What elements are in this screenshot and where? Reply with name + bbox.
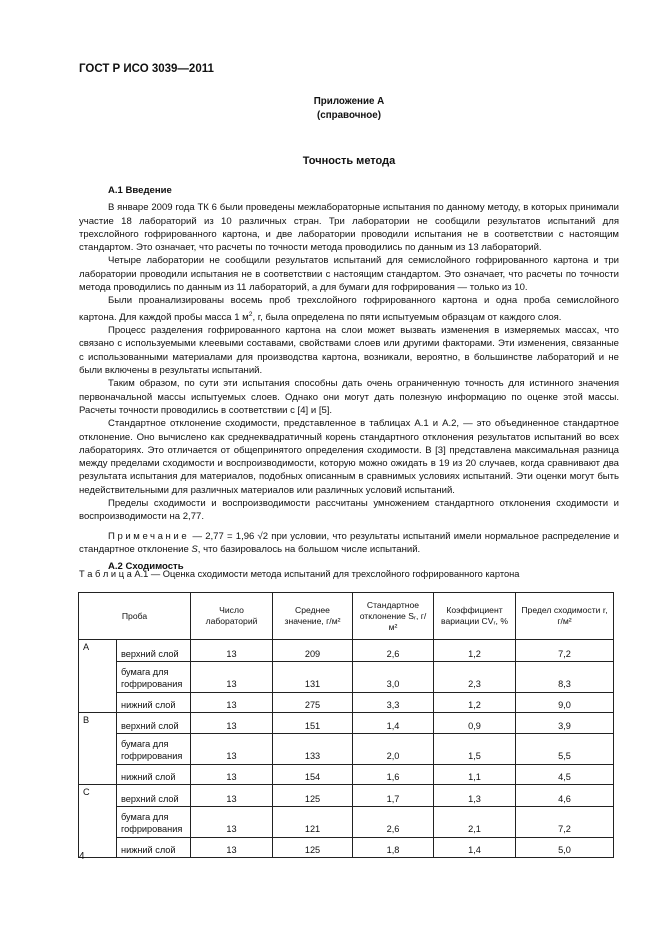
note-label: Примечание (108, 530, 190, 542)
layer-cell: верхний слой (117, 785, 191, 807)
layer-cell: бумага для гофрирования (117, 661, 191, 692)
sd-cell: 2,6 (353, 640, 434, 662)
cv-cell: 1,5 (434, 734, 516, 765)
paragraph: Таким образом, по сути эти испытания способны дать очень ограниченную точность для истинного значения первоначальной массы испытуемых слоев. Однако они могут дать полезную информацию по оценке этой массы. Расчеты точности проводились в соответствии с [4] и [5]. (79, 378, 619, 416)
cv-cell: 2,1 (434, 806, 516, 837)
labs-cell: 13 (191, 765, 273, 785)
paragraph: В январе 2009 года ТК 6 были проведены межлабораторные испытания по данному методу, в которых принимали участие 18 лабораторий из 10 различных стран. Три лаборатории не сообщили результатов испытаний для трехслойного гофрированного картона, и две лаборатории проводили испытания не в соответствии с настоящим стандартом. Это означает, что расчеты по точности метода проводились по данным из 13 лабораторий. (79, 202, 619, 254)
page-number: 4 (79, 851, 85, 862)
column-header: Среднее значение, г/м² (273, 593, 353, 640)
mean-cell: 151 (273, 712, 353, 734)
r-cell: 5,5 (516, 734, 614, 765)
page-title: Точность метода (302, 155, 396, 167)
text: при условии, что результаты испытаний имели нормальное распределение и стандартное отклонение (79, 530, 619, 555)
body-text (79, 184, 619, 573)
r-cell: 7,2 (516, 640, 614, 662)
r-cell: 4,5 (516, 765, 614, 785)
appendix-type: (справочное) (317, 110, 381, 121)
mean-cell: 275 (273, 692, 353, 712)
mean-cell: 209 (273, 640, 353, 662)
paragraph (79, 294, 619, 324)
table-row (79, 837, 614, 857)
r-cell: 5,0 (516, 837, 614, 857)
sd-cell: 1,7 (353, 785, 434, 807)
sd-cell: 1,6 (353, 765, 434, 785)
labs-cell: 13 (191, 661, 273, 692)
sample-cell (79, 806, 117, 837)
labs-cell: 13 (191, 692, 273, 712)
mean-cell: 121 (273, 806, 353, 837)
sd-cell: 3,0 (353, 661, 434, 692)
table-row (79, 765, 614, 785)
section-heading: А.1 Введение (108, 185, 172, 196)
mean-cell: 125 (273, 837, 353, 857)
r-cell: 4,6 (516, 785, 614, 807)
sample-cell (79, 765, 117, 785)
column-header: Стандартное отклонение Sᵣ, г/м² (353, 593, 434, 640)
note-formula: — 2,77 = 1,96 √2 (189, 530, 269, 542)
cv-cell: 0,9 (434, 712, 516, 734)
mean-cell: 125 (273, 785, 353, 807)
r-cell: 7,2 (516, 806, 614, 837)
cv-cell: 1,1 (434, 765, 516, 785)
text: , г, была определена по пяти испытуемым образцам от каждого слоя. (252, 311, 562, 323)
r-cell: 9,0 (516, 692, 614, 712)
layer-cell: нижний слой (117, 765, 191, 785)
mean-cell: 133 (273, 734, 353, 765)
column-header: Проба (79, 593, 191, 640)
labs-cell: 13 (191, 640, 273, 662)
table-row (79, 661, 614, 692)
paragraph: Четыре лаборатории не сообщили результатов испытаний для семислойного гофрированного картона и три лаборатории проводили испытания не в соответствии с настоящим стандартом. Это означает, что расчеты по точности метода проводились по данным из 11 лабораторий, а для бумаги для гофрирования — только из 10. (79, 255, 619, 294)
column-header: Коэффициент вариации CVᵣ, % (434, 593, 516, 640)
cv-cell: 1,2 (434, 640, 516, 662)
sample-cell (79, 734, 117, 765)
paragraph: Пределы сходимости и воспроизводимости рассчитаны умножением стандартного отклонения сходимости и воспроизводимости на 2,77. (79, 498, 619, 523)
labs-cell: 13 (191, 837, 273, 857)
table-row (79, 712, 614, 734)
sd-cell: 1,8 (353, 837, 434, 857)
superscript: 2 (248, 310, 253, 318)
labs-cell: 13 (191, 734, 273, 765)
cv-cell: 1,2 (434, 692, 516, 712)
sample-cell (79, 661, 117, 692)
column-header: Число лабораторий (191, 593, 273, 640)
table-row (79, 692, 614, 712)
cv-cell: 2,3 (434, 661, 516, 692)
paragraph: Стандартное отклонение сходимости, представленное в таблицах А.1 и А.2, — это объединенное стандартное отклонение. Оно вычислено как среднеквадратичный корень стандартного отклонения результатов испытаний во всех лабораториях. Это отличается от общепринятого определения сходимости. В [3] представлена максимальная разница между пределами сходимости и воспроизводимости, которую можно ожидать в 19 из 20 случаев, когда сравнивают два результата испытания для материалов, подобных описанным в сравнимых условиях испытаний. Эти оценки могут быть недействительными для различных материалов или различных условий испытаний. (79, 418, 619, 496)
table-row (79, 734, 614, 765)
layer-cell: нижний слой (117, 692, 191, 712)
layer-cell: бумага для гофрирования (117, 734, 191, 765)
sd-cell: 2,6 (353, 806, 434, 837)
labs-cell: 13 (191, 785, 273, 807)
mean-cell: 131 (273, 661, 353, 692)
section-heading: А.2 Сходимость (108, 561, 184, 573)
labs-cell: 13 (191, 806, 273, 837)
r-cell: 3,9 (516, 712, 614, 734)
labs-cell: 13 (191, 712, 273, 734)
sd-cell: 2,0 (353, 734, 434, 765)
table-row (79, 785, 614, 807)
layer-cell: верхний слой (117, 712, 191, 734)
layer-cell: верхний слой (117, 640, 191, 662)
text: , что базировалось на большом числе испытаний. (197, 543, 421, 555)
symbol: S (191, 543, 198, 555)
paragraph: Процесс разделения гофрированного картона на слои может вызвать изменения в измеряемых массах, что связано с используемыми клеевыми составами, свойствами слоев или другими факторами. Эти изменения, связанные с использованными материалами для производства картона, возникали, вероятно, в большинстве лабораторий и не были включены в результаты испытаний. (79, 325, 619, 377)
note (79, 530, 619, 557)
table-caption: Т а б л и ц а А.1 — Оценка сходимости метода испытаний для трехслойного гофрированного картона (79, 569, 520, 579)
table-row (79, 640, 614, 662)
r-cell: 8,3 (516, 661, 614, 692)
document-header: ГОСТ Р ИСО 3039—2011 (79, 63, 214, 75)
sample-cell: B (79, 712, 117, 734)
cv-cell: 1,3 (434, 785, 516, 807)
layer-cell: нижний слой (117, 837, 191, 857)
mean-cell: 154 (273, 765, 353, 785)
appendix-label: Приложение А (313, 96, 385, 107)
column-header: Предел сходимости r, г/м² (516, 593, 614, 640)
sample-cell: C (79, 785, 117, 807)
layer-cell: бумага для гофрирования (117, 806, 191, 837)
cv-cell: 1,4 (434, 837, 516, 857)
sd-cell: 3,3 (353, 692, 434, 712)
table-row (79, 806, 614, 837)
sd-cell: 1,4 (353, 712, 434, 734)
text: Были проанализированы восемь проб трехслойного гофрированного картона и одна проба семислойного картона. Для каждой пробы масса 1 м (79, 295, 619, 323)
sample-cell: A (79, 640, 117, 662)
sample-cell (79, 692, 117, 712)
results-table (78, 592, 614, 858)
